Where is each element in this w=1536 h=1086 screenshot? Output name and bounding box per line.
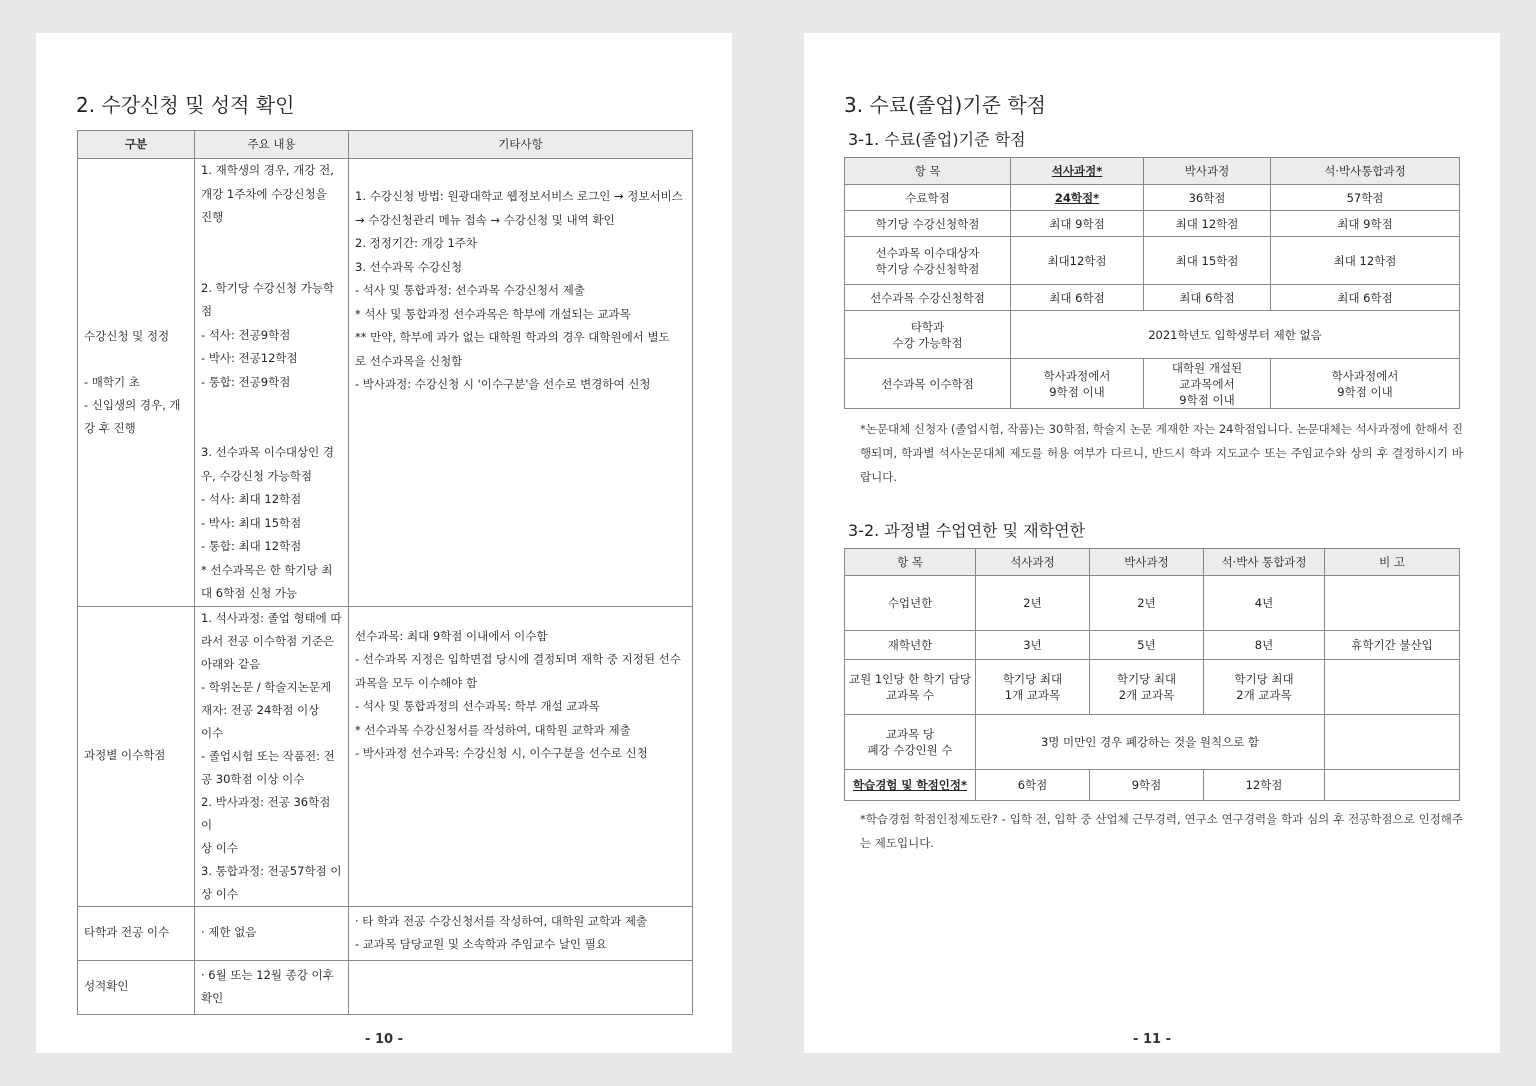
- t2-header-master: 석사과정: [976, 549, 1090, 576]
- t2-header-remark: 비 고: [1325, 549, 1460, 576]
- t2-cell: 4년: [1204, 576, 1325, 631]
- table-row: [845, 631, 1460, 660]
- table-row: [845, 285, 1460, 311]
- t2-cell: 9학점: [1090, 770, 1204, 801]
- t2-header-doctor: 박사과정: [1090, 549, 1204, 576]
- section-title-2: 2. 수강신청 및 성적 확인: [76, 93, 295, 117]
- t1-cell: 최대 12학점: [1144, 211, 1271, 237]
- page-number-11: - 11 -: [1133, 1032, 1171, 1047]
- t1-cell: 24학점*: [1011, 185, 1144, 211]
- row2-etc: 선수과목: 최대 9학점 이내에서 이수함 - 선수과목 지정은 입학면접 당시에 결정되며 재학 중 지정된 선수 과목을 모두 이수해야 함 - 석사 및 통합과정의 선수과목: 학부 개설 교과목 * 선수과목 수강신청서를 작성하여, 대학원 교학과 제출 - 박사과정 선수과목: 수강신청 시, 이수구분을 선수로 신청: [349, 606, 693, 906]
- subsection-title-3-1: 3-1. 수료(졸업)기준 학점: [848, 130, 1026, 149]
- t2-cell: [1325, 770, 1460, 801]
- subsection-title-3-2: 3-2. 과정별 수업연한 및 재학연한: [848, 521, 1086, 540]
- table-row: [845, 211, 1460, 237]
- table-row: [845, 237, 1460, 285]
- t2-cell: 재학년한: [845, 631, 976, 660]
- t1-cell: 최대 6학점: [1144, 285, 1271, 311]
- t2-cell: 5년: [1090, 631, 1204, 660]
- t1-cell: 학사과정에서 9학점 이내: [1271, 359, 1460, 409]
- t2-cell: 휴학기간 불산입: [1325, 631, 1460, 660]
- t1-cell: 최대 6학점: [1011, 285, 1144, 311]
- section-title-3: 3. 수료(졸업)기준 학점: [844, 93, 1046, 117]
- t2-cell: [1325, 715, 1460, 770]
- t2-cell: 2년: [1090, 576, 1204, 631]
- table-row: [78, 606, 693, 906]
- table-row: [845, 311, 1460, 359]
- learning-experience-note: *학습경험 학점인정제도란? - 입학 전, 입학 중 산업체 근무경력, 연구소 연구경력을 학과 심의 후 전공학점으로 인정해주는 제도입니다.: [860, 812, 1463, 850]
- t1-cell: 최대12학점: [1011, 237, 1144, 285]
- t1-cell: 학기당 수강신청학점: [845, 211, 1011, 237]
- page-number-10: - 10 -: [365, 1032, 403, 1047]
- row4-category: 성적확인: [78, 960, 195, 1014]
- t2-cell: 수업년한: [845, 576, 976, 631]
- row3-category: 타학과 전공 이수: [78, 906, 195, 960]
- t1-cell: 수료학점: [845, 185, 1011, 211]
- row4-main: · 6월 또는 12월 종강 이후 확인: [195, 960, 349, 1014]
- table-row: [845, 770, 1460, 801]
- table-row: [78, 159, 693, 607]
- study-period-table: [844, 548, 1460, 801]
- t1-cell: 최대 6학점: [1271, 285, 1460, 311]
- row3-etc: · 타 학과 전공 수강신청서를 작성하여, 대학원 교학과 제출 - 교과목 담당교원 및 소속학과 주임교수 날인 필요: [349, 906, 693, 960]
- row1-etc: 1. 수강신청 방법: 원광대학교 웹정보서비스 로그인 → 정보서비스 → 수강신청관리 메뉴 접속 → 수강신청 및 내역 확인 2. 정정기간: 개강 1주차 3. 선수과목 수강신청 - 석사 및 통합과정: 선수과목 수강신청서 제출 * 석사 및 통합과정 선수과목은 학부에 개설되는 교과목 ** 만약, 학부에 과가 없는 대학원 학과의 경우 대학원에서 별도 로 선수과목을 신청함 - 박사과정: 수강신청 시 '이수구분'을 선수로 변경하여 신청: [349, 159, 693, 607]
- t1-cell: 최대 9학점: [1011, 211, 1144, 237]
- table-row: [845, 660, 1460, 715]
- header-main: 주요 내용: [195, 131, 349, 159]
- t2-cell: 6학점: [976, 770, 1090, 801]
- t2-header-item: 항 목: [845, 549, 976, 576]
- t2-cell: [1325, 576, 1460, 631]
- t2-cell: 학기당 최대 1개 교과목: [976, 660, 1090, 715]
- table-row: [845, 185, 1460, 211]
- t2-cell: [1325, 660, 1460, 715]
- t2-cell: 12학점: [1204, 770, 1325, 801]
- page-11: [804, 33, 1500, 1053]
- table-row: [845, 715, 1460, 770]
- t1-cell: 57학점: [1271, 185, 1460, 211]
- t1-cell: 타학과 수강 가능학점: [845, 311, 1011, 359]
- t2-cell: 학습경험 및 학점인정*: [845, 770, 976, 801]
- t1-cell: 선수과목 이수대상자 학기당 수강신청학점: [845, 237, 1011, 285]
- table-row: [845, 576, 1460, 631]
- t2-cell: 교원 1인당 한 학기 담당 교과목 수: [845, 660, 976, 715]
- t2-cell: 학기당 최대 2개 교과목: [1204, 660, 1325, 715]
- row1-main: 1. 재학생의 경우, 개강 전, 개강 1주차에 수강신청을 진행 2. 학기당 수강신청 가능학 점 - 석사: 전공9학점 - 박사: 전공12학점 - 통합: 전공9학점 3. 선수과목 이수대상인 경 우, 수강신청 가능학점 - 석사: 최대 12학점 - 박사: 최대 15학점 - 통합: 최대 12학점 * 선수과목은 한 학기당 최 대 6학점 신청 가능: [195, 159, 349, 607]
- page-10: [36, 33, 732, 1053]
- t1-cell: 2021학년도 입학생부터 제한 없음: [1011, 311, 1460, 359]
- t1-cell: 선수과목 이수학점: [845, 359, 1011, 409]
- t2-cell: 교과목 당 폐강 수강인원 수: [845, 715, 976, 770]
- row1-category: 수강신청 및 정정 - 매학기 초 - 신입생의 경우, 개강 후 진행: [78, 159, 195, 607]
- t1-header-doctor: 박사과정: [1144, 158, 1271, 185]
- t2-header-integrated: 석·박사 통합과정: [1204, 549, 1325, 576]
- t1-cell: 36학점: [1144, 185, 1271, 211]
- t1-cell: 최대 12학점: [1271, 237, 1460, 285]
- row2-category: 과정별 이수학점: [78, 606, 195, 906]
- t1-cell: 최대 9학점: [1271, 211, 1460, 237]
- header-etc: 기타사항: [349, 131, 693, 159]
- graduation-credit-table: [844, 157, 1460, 409]
- row2-main: 1. 석사과정: 졸업 형태에 따 라서 전공 이수학점 기준은 아래와 같음 - 학위논문 / 학술지논문게 재자: 전공 24학점 이상 이수 - 졸업시험 또는 작품전: 전 공 30학점 이상 이수 2. 박사과정: 전공 36학점 이 상 이수 3. 통합과정: 전공57학점 이 상 이수: [195, 606, 349, 906]
- row3-main: · 제한 없음: [195, 906, 349, 960]
- header-category: 구분: [78, 131, 195, 159]
- table-row: [845, 359, 1460, 409]
- t1-cell: 선수과목 수강신청학점: [845, 285, 1011, 311]
- t1-header-item: 항 목: [845, 158, 1011, 185]
- t2-cell: 3명 미만인 경우 폐강하는 것을 원칙으로 함: [976, 715, 1325, 770]
- t1-cell: 최대 15학점: [1144, 237, 1271, 285]
- t1-header-integrated: 석·박사통합과정: [1271, 158, 1460, 185]
- t1-cell: 학사과정에서 9학점 이내: [1011, 359, 1144, 409]
- table-row: [78, 906, 693, 960]
- t2-cell: 8년: [1204, 631, 1325, 660]
- t1-header-master: 석사과정*: [1011, 158, 1144, 185]
- t2-cell: 학기당 최대 2개 교과목: [1090, 660, 1204, 715]
- t2-cell: 3년: [976, 631, 1090, 660]
- t2-cell: 2년: [976, 576, 1090, 631]
- table-row: [78, 960, 693, 1014]
- credit-note: *논문대체 신청자 (졸업시험, 작품)는 30학점, 학술지 논문 게재한 자는 24학점입니다. 논문대체는 석사과정에 한해서 진행되며, 학과별 석사논문대체 제도를 허용 여부가 다르니, 반드시 학과 지도교수 또는 주임교수와 상의 후 결정하시기 바랍니다.: [860, 422, 1463, 484]
- registration-table: [77, 130, 693, 1015]
- t1-cell: 대학원 개설된 교과목에서 9학점 이내: [1144, 359, 1271, 409]
- row4-etc: [349, 960, 693, 1014]
